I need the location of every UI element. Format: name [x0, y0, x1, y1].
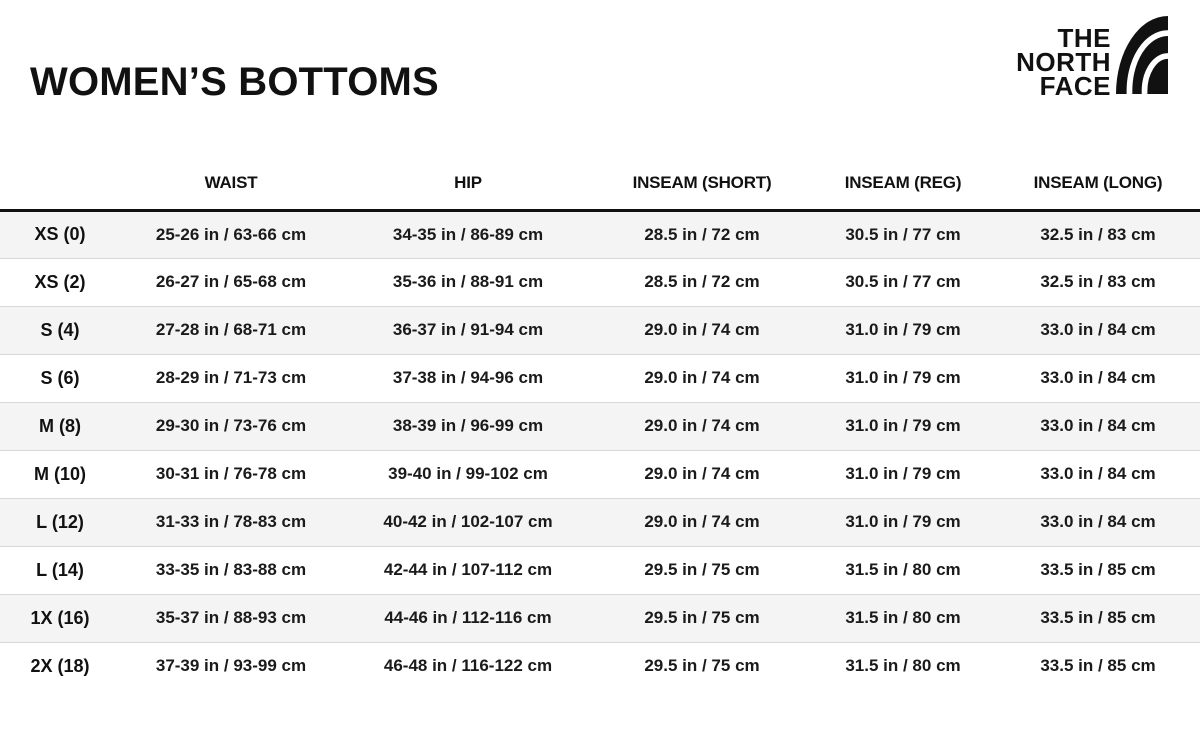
- table-row: [0, 642, 1200, 690]
- size-table-body: [0, 210, 1200, 690]
- cell-inseam-reg: 31.0 in / 79 cm: [810, 354, 996, 402]
- cell-inseam-long: 33.5 in / 85 cm: [996, 642, 1200, 690]
- cell-hip: 37-38 in / 94-96 cm: [342, 354, 594, 402]
- cell-inseam-reg: 31.0 in / 79 cm: [810, 402, 996, 450]
- cell-inseam-long: 32.5 in / 83 cm: [996, 258, 1200, 306]
- cell-inseam-short: 29.5 in / 75 cm: [594, 594, 810, 642]
- size-table-header: [0, 158, 1200, 210]
- cell-size: 1X (16): [0, 594, 120, 642]
- cell-inseam-reg: 31.5 in / 80 cm: [810, 594, 996, 642]
- header-inseam-long: INSEAM (LONG): [996, 158, 1200, 210]
- cell-size: L (12): [0, 498, 120, 546]
- cell-waist: 30-31 in / 76-78 cm: [120, 450, 342, 498]
- cell-inseam-long: 33.5 in / 85 cm: [996, 546, 1200, 594]
- page-title: WOMEN’S BOTTOMS: [30, 60, 439, 104]
- table-row: [0, 306, 1200, 354]
- table-row: [0, 258, 1200, 306]
- cell-inseam-short: 29.5 in / 75 cm: [594, 546, 810, 594]
- cell-inseam-short: 29.0 in / 74 cm: [594, 306, 810, 354]
- cell-inseam-short: 29.0 in / 74 cm: [594, 450, 810, 498]
- table-row: [0, 210, 1200, 258]
- cell-inseam-long: 33.0 in / 84 cm: [996, 498, 1200, 546]
- cell-inseam-short: 28.5 in / 72 cm: [644, 224, 760, 244]
- header-inseam-reg: INSEAM (REG): [810, 158, 996, 210]
- table-row: [0, 546, 1200, 594]
- logo-line-north: NORTH: [1016, 47, 1111, 77]
- north-face-logo: [1016, 16, 1168, 101]
- cell-inseam-reg: 30.5 in / 77 cm: [845, 224, 961, 244]
- cell-hip: 36-37 in / 91-94 cm: [342, 306, 594, 354]
- cell-waist: 26-27 in / 65-68 cm: [120, 258, 342, 306]
- cell-hip: 46-48 in / 116-122 cm: [342, 642, 594, 690]
- cell-waist: 31-33 in / 78-83 cm: [120, 498, 342, 546]
- table-row: [0, 402, 1200, 450]
- cell-waist: 33-35 in / 83-88 cm: [120, 546, 342, 594]
- cell-hip: 35-36 in / 88-91 cm: [342, 258, 594, 306]
- cell-hip: 39-40 in / 99-102 cm: [342, 450, 594, 498]
- header-hip: HIP: [342, 158, 594, 210]
- cell-size: 2X (18): [0, 642, 120, 690]
- cell-inseam-short: 29.0 in / 74 cm: [594, 498, 810, 546]
- half-dome-icon: [1116, 16, 1168, 94]
- header-row: [0, 158, 1200, 210]
- cell-inseam-long: 33.0 in / 84 cm: [996, 402, 1200, 450]
- logo-line-face: FACE: [1039, 71, 1111, 101]
- cell-inseam-short: 29.0 in / 74 cm: [594, 354, 810, 402]
- cell-size: XS (0): [34, 224, 86, 244]
- north-face-logo-text: [1016, 16, 1111, 101]
- cell-hip: 40-42 in / 102-107 cm: [342, 498, 594, 546]
- cell-waist: 35-37 in / 88-93 cm: [120, 594, 342, 642]
- header-inseam-short: INSEAM (SHORT): [594, 158, 810, 210]
- cell-waist: 28-29 in / 71-73 cm: [120, 354, 342, 402]
- cell-waist: 27-28 in / 68-71 cm: [120, 306, 342, 354]
- cell-hip: 42-44 in / 107-112 cm: [342, 546, 594, 594]
- cell-inseam-short: 29.5 in / 75 cm: [594, 642, 810, 690]
- cell-size: S (6): [0, 354, 120, 402]
- cell-inseam-reg: 31.0 in / 79 cm: [810, 450, 996, 498]
- header-size: [0, 158, 120, 210]
- table-row: [0, 354, 1200, 402]
- cell-size: M (10): [0, 450, 120, 498]
- cell-inseam-short: 28.5 in / 72 cm: [594, 258, 810, 306]
- size-chart-table: [0, 158, 1200, 690]
- header-waist: WAIST: [120, 158, 342, 210]
- cell-inseam-long: 33.5 in / 85 cm: [996, 594, 1200, 642]
- page-header: [0, 0, 1200, 158]
- cell-inseam-reg: 31.5 in / 80 cm: [810, 642, 996, 690]
- cell-inseam-reg: 31.0 in / 79 cm: [810, 498, 996, 546]
- cell-hip: 44-46 in / 112-116 cm: [342, 594, 594, 642]
- cell-size: L (14): [0, 546, 120, 594]
- cell-inseam-reg: 30.5 in / 77 cm: [810, 258, 996, 306]
- cell-waist: 25-26 in / 63-66 cm: [155, 224, 307, 244]
- cell-inseam-long: 33.0 in / 84 cm: [996, 306, 1200, 354]
- cell-inseam-long: 33.0 in / 84 cm: [996, 354, 1200, 402]
- cell-hip: 38-39 in / 96-99 cm: [342, 402, 594, 450]
- table-row: [0, 594, 1200, 642]
- cell-inseam-reg: 31.0 in / 79 cm: [810, 306, 996, 354]
- cell-size: M (8): [0, 402, 120, 450]
- logo-line-the: THE: [1057, 23, 1111, 53]
- cell-waist: 37-39 in / 93-99 cm: [120, 642, 342, 690]
- cell-inseam-long: 32.5 in / 83 cm: [1040, 224, 1156, 244]
- cell-hip: 34-35 in / 86-89 cm: [392, 224, 544, 244]
- table-row: [0, 498, 1200, 546]
- cell-waist: 29-30 in / 73-76 cm: [120, 402, 342, 450]
- cell-inseam-long: 33.0 in / 84 cm: [996, 450, 1200, 498]
- cell-size: S (4): [0, 306, 120, 354]
- cell-inseam-reg: 31.5 in / 80 cm: [810, 546, 996, 594]
- cell-inseam-short: 29.0 in / 74 cm: [594, 402, 810, 450]
- cell-size: XS (2): [0, 258, 120, 306]
- table-row: [0, 450, 1200, 498]
